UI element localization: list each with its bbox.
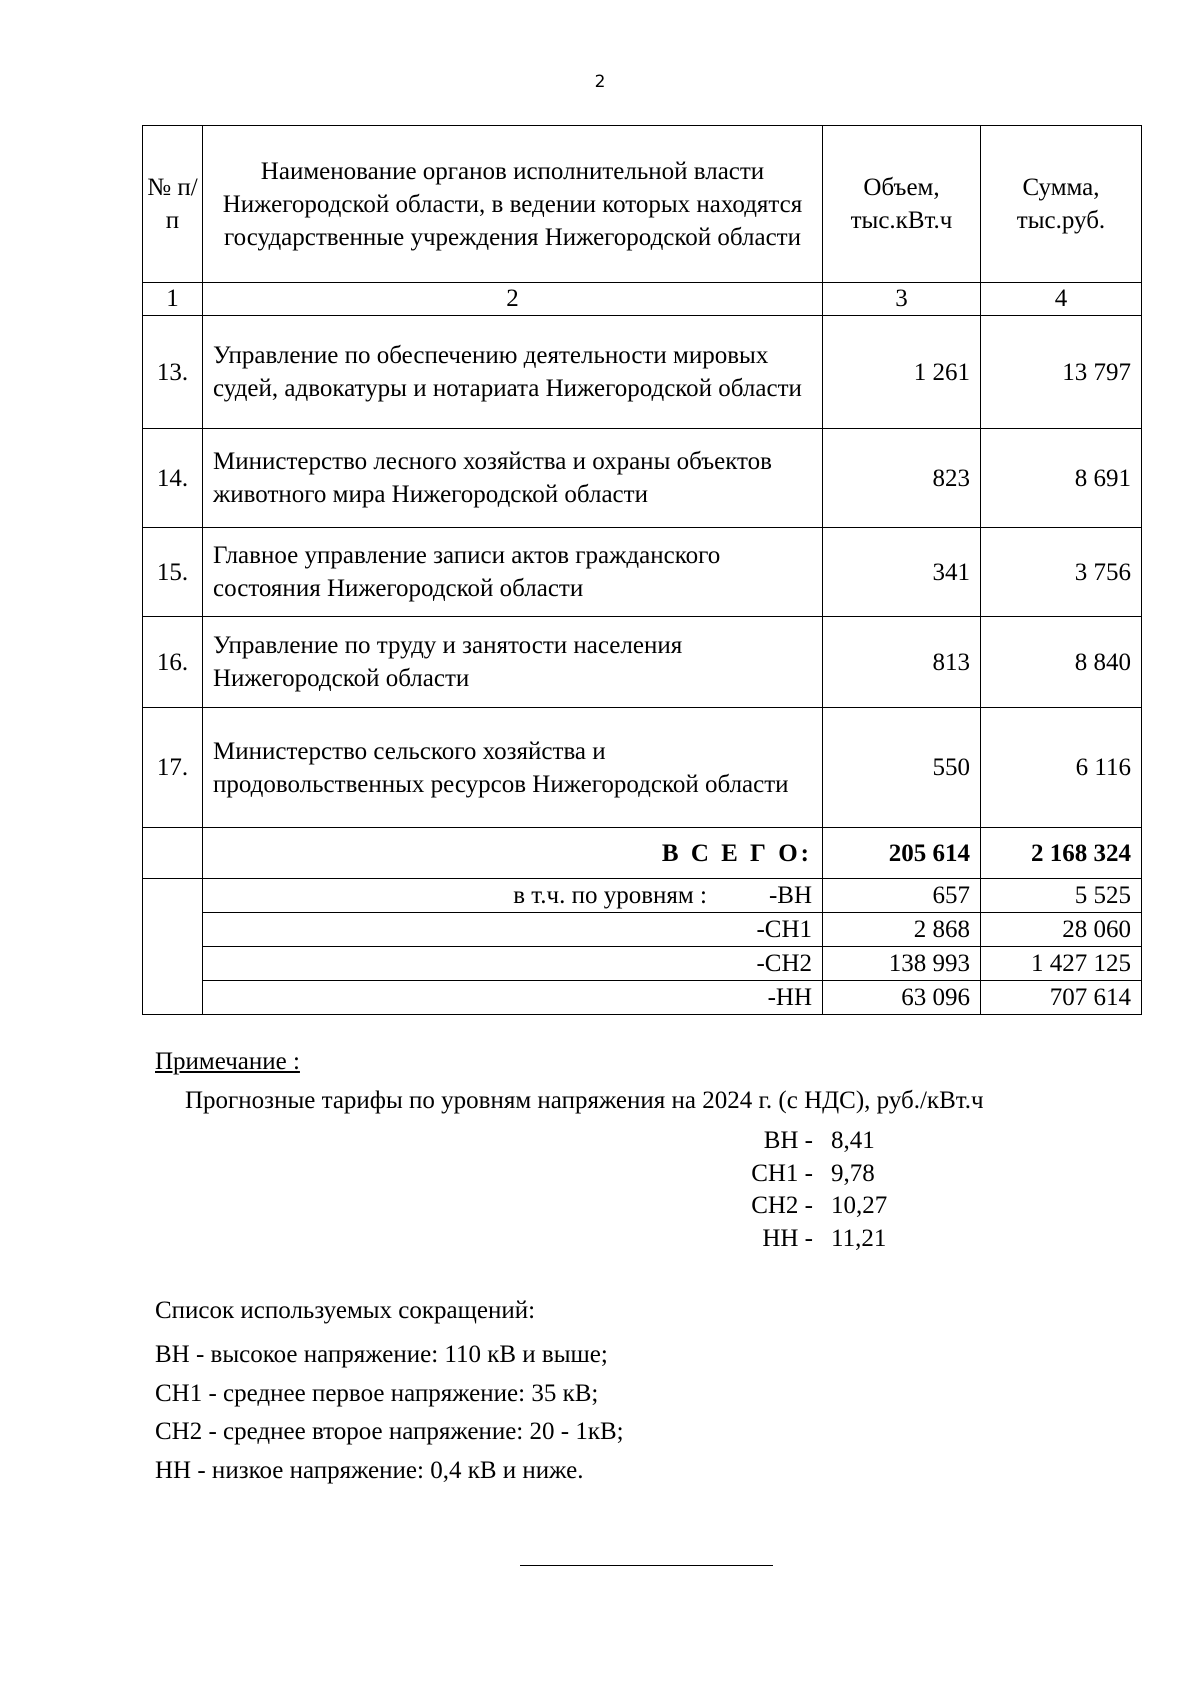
- level-volume: 63 096: [823, 981, 981, 1015]
- tariff-value: 11,21: [831, 1224, 887, 1252]
- tariff-value: 8,41: [831, 1127, 875, 1154]
- row-name: Главное управление записи актов гражданского состояния Нижегородской области: [203, 528, 823, 617]
- level-volume: 2 868: [823, 913, 981, 947]
- total-sum: 2 168 324: [981, 828, 1142, 879]
- abbreviation-item: СН2 - среднее второе напряжение: 20 - 1кВ;: [155, 1418, 624, 1445]
- levels-empty-cell: [143, 879, 203, 1015]
- index-cell: 1: [143, 283, 203, 316]
- table-row: [143, 617, 1142, 708]
- abbreviation-item: СН1 - среднее первое напряжение: 35 кВ;: [155, 1379, 599, 1407]
- header-name: Наименование органов исполнительной власти Нижегородской области, в ведении которых находятся государственные учреждения Нижегородской области: [203, 126, 823, 283]
- total-volume: 205 614: [823, 828, 981, 879]
- tariff-label: СН1 -: [751, 1159, 813, 1187]
- level-row: [143, 913, 1142, 947]
- level-code: -ВН: [768, 881, 812, 909]
- table-row: [143, 316, 1142, 429]
- table-header-row: [143, 126, 1142, 283]
- levels-prefix: в т.ч. по уровням :: [513, 881, 707, 909]
- row-sum: 3 756: [981, 528, 1142, 617]
- row-sum: 6 116: [981, 708, 1142, 828]
- tariff-row: [700, 1125, 887, 1158]
- abbreviation-item: ВН - высокое напряжение: 110 кВ и выше;: [155, 1341, 608, 1368]
- page-number: 2: [594, 72, 606, 92]
- level-code: -СН2: [203, 947, 823, 981]
- table-row: [143, 429, 1142, 528]
- abbreviations-list: [155, 1336, 624, 1490]
- row-num: 17.: [143, 708, 203, 828]
- table-row: [143, 708, 1142, 828]
- row-name: Управление по труду и занятости населения Нижегородской области: [203, 617, 823, 708]
- tariff-list: [700, 1125, 887, 1255]
- total-row: [143, 828, 1142, 879]
- tariff-label: НН -: [762, 1224, 813, 1252]
- row-volume: 341: [823, 528, 981, 617]
- level-sum: 707 614: [981, 981, 1142, 1015]
- tariff-row: [700, 1223, 887, 1256]
- row-volume: 1 261: [823, 316, 981, 429]
- level-label: [203, 879, 823, 913]
- energy-table: [142, 125, 1142, 1015]
- level-code: -НН: [203, 981, 823, 1015]
- tariff-row: [700, 1190, 887, 1223]
- tariff-value: 10,27: [831, 1192, 888, 1219]
- row-name: Управление по обеспечению деятельности мировых судей, адвокатуры и нотариата Нижегородской области: [203, 316, 823, 429]
- total-label: В С Е Г О:: [203, 828, 823, 879]
- index-row: [143, 283, 1142, 316]
- level-sum: 5 525: [981, 879, 1142, 913]
- level-sum: 28 060: [981, 913, 1142, 947]
- header-sum: Сумма, тыс.руб.: [981, 126, 1142, 283]
- index-cell: 4: [981, 283, 1142, 316]
- level-volume: 138 993: [823, 947, 981, 981]
- row-volume: 813: [823, 617, 981, 708]
- total-empty-cell: [143, 828, 203, 879]
- row-name: Министерство сельского хозяйства и продовольственных ресурсов Нижегородской области: [203, 708, 823, 828]
- note-title: Примечание :: [155, 1048, 300, 1075]
- level-row: [143, 879, 1142, 913]
- note-text: Прогнозные тарифы по уровням напряжения на 2024 г. (с НДС), руб./кВт.ч: [185, 1087, 984, 1114]
- row-num: 15.: [143, 528, 203, 617]
- header-num: № п/п: [143, 126, 203, 283]
- index-cell: 3: [823, 283, 981, 316]
- level-row: [143, 981, 1142, 1015]
- index-cell: 2: [203, 283, 823, 316]
- row-num: 16.: [143, 617, 203, 708]
- row-sum: 13 797: [981, 316, 1142, 429]
- row-sum: 8 691: [981, 429, 1142, 528]
- level-row: [143, 947, 1142, 981]
- row-volume: 550: [823, 708, 981, 828]
- row-volume: 823: [823, 429, 981, 528]
- row-sum: 8 840: [981, 617, 1142, 708]
- tariff-value: 9,78: [831, 1159, 875, 1187]
- tariff-label: ВН -: [763, 1127, 813, 1154]
- tariff-row: [700, 1158, 887, 1191]
- level-volume: 657: [823, 879, 981, 913]
- table-row: [143, 528, 1142, 617]
- level-sum: 1 427 125: [981, 947, 1142, 981]
- row-num: 14.: [143, 429, 203, 528]
- abbreviations-title: Список используемых сокращений:: [155, 1297, 536, 1324]
- signature-line: [520, 1565, 773, 1566]
- row-num: 13.: [143, 316, 203, 429]
- abbreviation-item: НН - низкое напряжение: 0,4 кВ и ниже.: [155, 1456, 584, 1484]
- header-volume: Объем, тыс.кВт.ч: [823, 126, 981, 283]
- tariff-label: СН2 -: [751, 1192, 813, 1219]
- row-name: Министерство лесного хозяйства и охраны объектов животного мира Нижегородской области: [203, 429, 823, 528]
- level-code: -СН1: [203, 913, 823, 947]
